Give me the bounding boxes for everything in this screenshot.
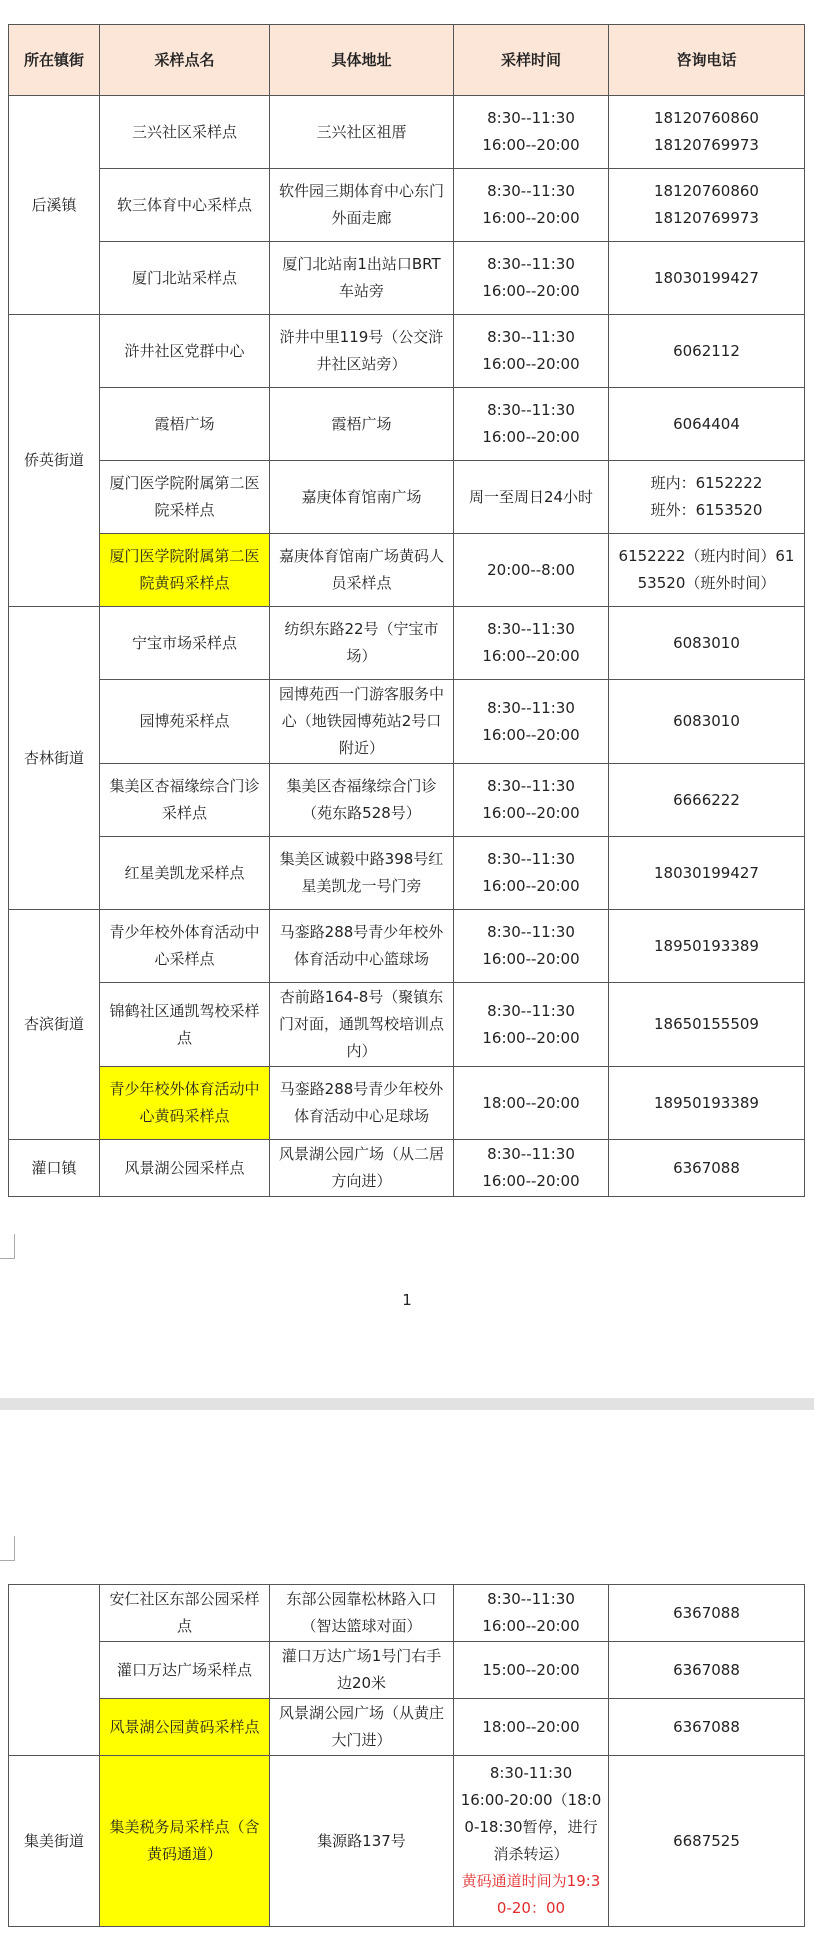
time-cell [454, 764, 609, 837]
table-row [9, 680, 805, 764]
time-cell [454, 1140, 609, 1197]
table-row [9, 1140, 805, 1197]
table-row [9, 910, 805, 983]
phone-line: 6687525 [673, 1831, 740, 1850]
time-line: 8:30--11:30 [487, 182, 575, 200]
site-name-cell: 软三体育中心采样点 [100, 169, 270, 242]
time-line: 8:30--11:30 [487, 923, 575, 941]
district-cell: 集美街道 [9, 1756, 100, 1927]
page-corner-mark [0, 1536, 15, 1561]
address-cell: 嘉庚体育馆南广场黄码人员采样点 [270, 534, 454, 607]
site-name-cell: 风景湖公园黄码采样点 [100, 1699, 270, 1756]
time-line: 16:00--20:00 [482, 209, 580, 227]
phone-line: 18120769973 [654, 209, 759, 227]
time-line: 8:30--11:30 [487, 109, 575, 127]
time-cell [454, 1585, 609, 1642]
time-line: 周一至周日24小时 [468, 487, 594, 506]
site-name-cell: 宁宝市场采样点 [100, 607, 270, 680]
table-row [9, 1756, 805, 1927]
time-line: 8:30--11:30 [487, 850, 575, 868]
phone-cell [609, 680, 805, 764]
table-row [9, 1642, 805, 1699]
phone-cell [609, 242, 805, 315]
address-cell: 厦门北站南1出站口BRT车站旁 [270, 242, 454, 315]
time-line: 15:00--20:00 [482, 1660, 580, 1679]
time-line: 16:00--20:00 [482, 647, 580, 665]
address-cell: 霞梧广场 [270, 388, 454, 461]
time-cell [454, 1642, 609, 1699]
phone-line: 18120760860 [654, 182, 759, 200]
district-cell [9, 1585, 100, 1756]
site-name-cell: 集美税务局采样点（含黄码通道） [100, 1756, 270, 1927]
time-line: 16:00--20:00 [482, 136, 580, 154]
header-district: 所在镇街 [9, 25, 100, 96]
phone-cell [609, 461, 805, 534]
time-cell [454, 680, 609, 764]
phone-line: 18950193389 [654, 936, 759, 955]
table-row [9, 96, 805, 169]
site-name-cell: 浒井社区党群中心 [100, 315, 270, 388]
time-line: 18:00--20:00 [482, 1093, 580, 1112]
time-line: 16:00--20:00 [482, 725, 580, 744]
time-cell [454, 837, 609, 910]
address-cell: 马銮路288号青少年校外体育活动中心足球场 [270, 1067, 454, 1140]
phone-line: 6083010 [673, 633, 740, 652]
phone-line: 6064404 [673, 414, 740, 433]
table-row [9, 461, 805, 534]
site-name-cell: 厦门医学院附属第二医院黄码采样点 [100, 534, 270, 607]
time-line: 16:00--20:00 [482, 1028, 580, 1047]
time-cell [454, 983, 609, 1067]
time-cell [454, 315, 609, 388]
time-cell [454, 461, 609, 534]
site-name-cell: 青少年校外体育活动中心采样点 [100, 910, 270, 983]
address-cell: 三兴社区祖厝 [270, 96, 454, 169]
address-cell: 软件园三期体育中心东门外面走廊 [270, 169, 454, 242]
address-cell: 风景湖公园广场（从二居方向进） [270, 1140, 454, 1197]
table-row [9, 169, 805, 242]
district-cell: 侨英街道 [9, 315, 100, 607]
phone-cell [609, 910, 805, 983]
time-line: 16:00--20:00 [482, 1172, 580, 1190]
table-header-row [9, 25, 805, 96]
phone-cell [609, 1585, 805, 1642]
page-number: 1 [402, 1291, 412, 1309]
site-name-cell: 园博苑采样点 [100, 680, 270, 764]
time-cell [454, 1067, 609, 1140]
phone-cell [609, 169, 805, 242]
phone-cell [609, 837, 805, 910]
site-name-cell: 青少年校外体育活动中心黄码采样点 [100, 1067, 270, 1140]
time-cell [454, 607, 609, 680]
district-cell: 后溪镇 [9, 96, 100, 315]
time-line: 8:30--11:30 [487, 777, 575, 795]
time-line: 8:30--11:30 [487, 698, 575, 717]
address-cell: 马銮路288号青少年校外体育活动中心篮球场 [270, 910, 454, 983]
page-separator [0, 1398, 814, 1410]
site-name-cell: 三兴社区采样点 [100, 96, 270, 169]
phone-line: 6367088 [673, 1158, 740, 1177]
table-row [9, 607, 805, 680]
table-row [9, 1585, 805, 1642]
time-cell [454, 534, 609, 607]
table-row [9, 315, 805, 388]
site-name-cell: 风景湖公园采样点 [100, 1140, 270, 1197]
district-cell: 杏滨街道 [9, 910, 100, 1140]
header-time: 采样时间 [454, 25, 609, 96]
phone-cell [609, 1140, 805, 1197]
time-line: 16:00--20:00 [482, 282, 580, 300]
phone-cell [609, 1067, 805, 1140]
site-name-cell: 霞梧广场 [100, 388, 270, 461]
district-cell: 灌口镇 [9, 1140, 100, 1197]
time-cell [454, 96, 609, 169]
time-line: 20:00--8:00 [487, 560, 575, 579]
phone-cell [609, 315, 805, 388]
table-row [9, 1699, 805, 1756]
address-cell: 灌口万达广场1号门右手边20米 [270, 1642, 454, 1699]
phone-line: 6666222 [673, 790, 740, 809]
site-name-cell: 红星美凯龙采样点 [100, 837, 270, 910]
time-line: 18:00--20:00 [482, 1717, 580, 1736]
phone-line: 6062112 [673, 341, 740, 360]
table-row [9, 388, 805, 461]
phone-cell [609, 764, 805, 837]
phone-line: 18120769973 [654, 136, 759, 154]
site-name-cell: 灌口万达广场采样点 [100, 1642, 270, 1699]
district-cell: 杏林街道 [9, 607, 100, 910]
phone-line: 6367088 [673, 1660, 740, 1679]
time-line: 8:30-11:30 [489, 1764, 573, 1782]
address-cell: 纺织东路22号（宁宝市场） [270, 607, 454, 680]
header-phone: 咨询电话 [609, 25, 805, 96]
address-cell: 园博苑西一门游客服务中心（地铁园博苑站2号口附近） [270, 680, 454, 764]
site-name-cell: 集美区杏福缘综合门诊采样点 [100, 764, 270, 837]
time-line: 8:30--11:30 [487, 255, 575, 273]
time-line: 16:00--20:00 [482, 1617, 580, 1635]
address-cell: 集源路137号 [270, 1756, 454, 1927]
address-cell: 杏前路164-8号（聚镇东门对面，通凯驾校培训点内） [270, 983, 454, 1067]
table-row [9, 1067, 805, 1140]
time-line: 16:00--20:00 [482, 950, 580, 968]
site-name-cell: 厦门北站采样点 [100, 242, 270, 315]
site-name-cell: 锦鹤社区通凯驾校采样点 [100, 983, 270, 1067]
yellow-code-note: 黄码通道时间为19:30-20：00 [461, 1872, 601, 1917]
time-line: 8:30--11:30 [487, 1590, 575, 1608]
phone-line: 18030199427 [654, 268, 759, 287]
address-cell: 集美区诚毅中路398号红星美凯龙一号门旁 [270, 837, 454, 910]
phone-cell [609, 983, 805, 1067]
phone-line: 6367088 [673, 1603, 740, 1622]
phone-line: 18120760860 [654, 109, 759, 127]
phone-cell [609, 1756, 805, 1927]
phone-line: 18950193389 [654, 1093, 759, 1112]
table-row [9, 764, 805, 837]
time-line: 8:30--11:30 [487, 1001, 575, 1020]
phone-line: 6152222（班内时间）6153520（班外时间） [618, 547, 795, 592]
site-name-cell: 厦门医学院附属第二医院采样点 [100, 461, 270, 534]
sampling-table-page1 [8, 24, 805, 1197]
address-cell: 浒井中里119号（公交浒井社区站旁） [270, 315, 454, 388]
time-cell [454, 910, 609, 983]
phone-cell [609, 1642, 805, 1699]
phone-line: 班外：6153520 [650, 501, 763, 519]
phone-cell [609, 607, 805, 680]
page-corner-mark [0, 1234, 15, 1259]
address-cell: 嘉庚体育馆南广场 [270, 461, 454, 534]
time-line: 16:00--20:00 [482, 428, 580, 446]
phone-line: 班内：6152222 [650, 474, 763, 492]
header-address: 具体地址 [270, 25, 454, 96]
table-row [9, 983, 805, 1067]
time-line: 16:00--20:00 [482, 877, 580, 895]
address-cell: 风景湖公园广场（从黄庄大门进） [270, 1699, 454, 1756]
time-line: 8:30--11:30 [487, 620, 575, 638]
phone-line: 18650155509 [654, 1015, 759, 1033]
time-cell [454, 169, 609, 242]
phone-line: 6083010 [673, 712, 740, 730]
phone-cell [609, 534, 805, 607]
time-line: 8:30--11:30 [487, 1145, 575, 1163]
time-line: 16:00--20:00 [482, 355, 580, 373]
time-line: 8:30--11:30 [487, 328, 575, 346]
time-cell [454, 388, 609, 461]
address-cell: 东部公园靠松林路入口（智达篮球对面） [270, 1585, 454, 1642]
time-cell [454, 1699, 609, 1756]
time-line: 8:30--11:30 [487, 401, 575, 419]
table-row [9, 837, 805, 910]
phone-cell [609, 1699, 805, 1756]
sampling-table-page2 [8, 1584, 805, 1927]
time-line: 16:00--20:00 [482, 804, 580, 822]
phone-line: 18030199427 [654, 863, 759, 882]
address-cell: 集美区杏福缘综合门诊（苑东路528号） [270, 764, 454, 837]
time-cell [454, 242, 609, 315]
time-line: 16:00-20:00（18:00-18:30暂停，进行消杀转运） [460, 1791, 602, 1863]
table-row [9, 534, 805, 607]
time-cell [454, 1756, 609, 1927]
site-name-cell: 安仁社区东部公园采样点 [100, 1585, 270, 1642]
header-site-name: 采样点名 [100, 25, 270, 96]
phone-cell [609, 96, 805, 169]
phone-line: 6367088 [673, 1717, 740, 1736]
phone-cell [609, 388, 805, 461]
table-row [9, 242, 805, 315]
